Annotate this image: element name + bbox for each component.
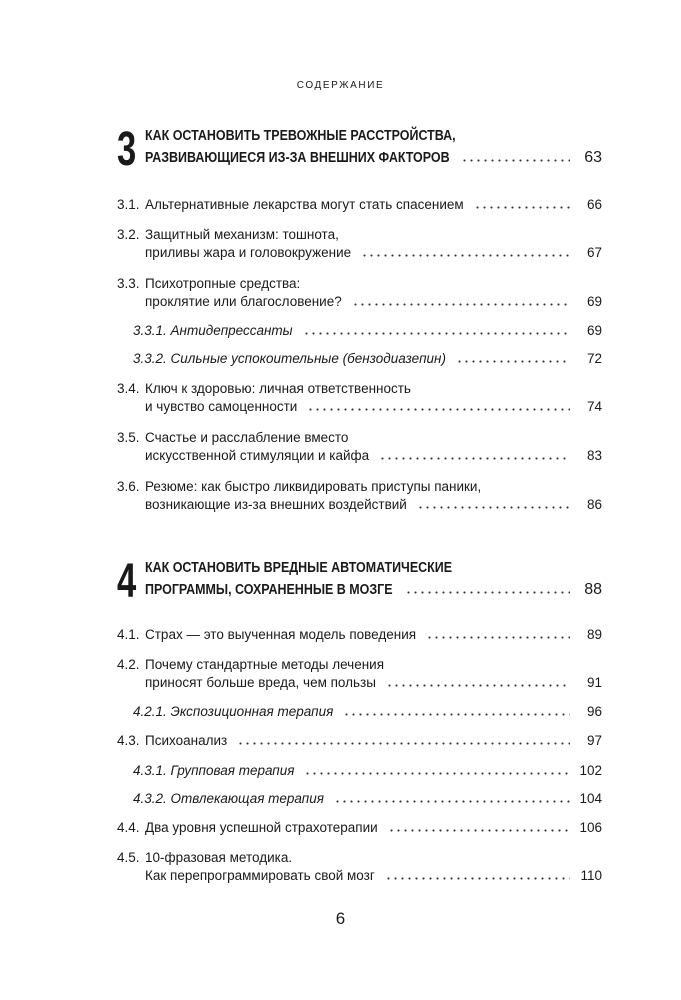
- chapter-title-line2: ПРОГРАММЫ, СОХРАНЕННЫЕ В МОЗГЕ: [145, 582, 393, 598]
- entry-page: 69: [586, 294, 602, 309]
- entry-number: 4.2.: [117, 657, 140, 672]
- entry-number: 3.1.: [117, 197, 140, 212]
- page-number: 6: [335, 909, 346, 928]
- toc-entry-3-6[interactable]: [117, 478, 602, 514]
- dot-leader: [474, 206, 570, 209]
- entry-title: Резюме: как быстро ликвидировать приступы паники,: [145, 479, 482, 494]
- chapter-4-heading[interactable]: [117, 557, 602, 617]
- toc-entry-3-5[interactable]: [117, 429, 602, 465]
- entry-number: 4.1.: [117, 627, 140, 642]
- toc-entry-4-5[interactable]: [117, 849, 602, 885]
- dot-leader: [386, 684, 570, 687]
- entry-number: 3.5.: [117, 430, 140, 445]
- toc-entry-4-3-1[interactable]: [117, 762, 602, 780]
- entry-title: Антидепрессанты: [170, 323, 293, 338]
- entry-page: 69: [586, 323, 602, 338]
- dot-leader: [456, 360, 570, 363]
- entry-title: Два уровня успешной страхотерапии: [145, 820, 378, 835]
- chapter-page: 88: [584, 581, 602, 598]
- entry-page: 89: [586, 627, 602, 642]
- entry-title: 10-фразовая методика.: [145, 850, 293, 865]
- toc-entry-3-3[interactable]: [117, 275, 602, 311]
- entry-title-cont: и чувство самоценности: [145, 399, 298, 414]
- dot-leader: [405, 591, 570, 594]
- dot-leader: [361, 254, 570, 257]
- toc-entry-4-1[interactable]: [117, 626, 602, 644]
- toc-entry-4-3[interactable]: [117, 732, 602, 750]
- chapter-title-line2: РАЗВИВАЮЩИЕСЯ ИЗ-ЗА ВНЕШНИХ ФАКТОРОВ: [145, 150, 450, 166]
- entry-title: Психотропные средства:: [145, 276, 301, 291]
- entry-title-cont: искусственной стимуляции и кайфа: [145, 448, 370, 463]
- toc-entry-4-2[interactable]: [117, 656, 602, 692]
- entry-title: Страх — это выученная модель поведения: [145, 627, 417, 642]
- dot-leader: [379, 457, 570, 460]
- dot-leader: [352, 303, 570, 306]
- toc-entry-3-1[interactable]: [117, 196, 602, 214]
- entry-number: 4.3.1.: [133, 763, 167, 778]
- entry-page: 86: [586, 497, 602, 512]
- entry-page: 66: [586, 197, 602, 212]
- entry-page: 110: [580, 868, 602, 883]
- entry-number: 4.4.: [117, 820, 140, 835]
- entry-title: Сильные успокоительные (бензодиазепин): [170, 351, 446, 366]
- entry-number: 4.5.: [117, 850, 140, 865]
- entry-title: Счастье и расслабление вместо: [145, 430, 349, 445]
- entry-page: 106: [579, 820, 602, 835]
- dot-leader: [388, 829, 570, 832]
- toc-entry-3-4[interactable]: [117, 380, 602, 416]
- dot-leader: [417, 506, 570, 509]
- entry-number: 3.3.2.: [133, 351, 167, 366]
- toc-entry-3-3-2[interactable]: [117, 350, 602, 368]
- chapter-number: 4: [117, 555, 137, 608]
- dot-leader: [426, 636, 570, 639]
- entry-page: 72: [586, 351, 602, 366]
- entry-title: Ключ к здоровью: личная ответственность: [145, 381, 411, 396]
- chapter-page: 63: [584, 149, 602, 166]
- dot-leader: [385, 877, 570, 880]
- entry-title-cont: проклятие или благословение?: [145, 294, 342, 309]
- entry-title-cont: приливы жара и головокружение: [145, 245, 352, 260]
- toc-entry-3-2[interactable]: [117, 226, 602, 262]
- entry-page: 91: [586, 675, 602, 690]
- entry-number: 3.3.1.: [133, 323, 167, 338]
- entry-page: 102: [579, 763, 602, 778]
- entry-title: Групповая терапия: [170, 763, 295, 778]
- entry-title-cont: приносят больше вреда, чем пользы: [145, 675, 376, 690]
- dot-leader: [461, 159, 570, 162]
- running-head: СОДЕРЖАНИЕ: [296, 80, 385, 91]
- dot-leader: [343, 713, 570, 716]
- toc-entry-4-2-1[interactable]: [117, 703, 602, 721]
- dot-leader: [334, 800, 570, 803]
- entry-page: 97: [586, 733, 602, 748]
- toc-entry-4-3-2[interactable]: [117, 790, 602, 808]
- chapter-3-heading[interactable]: [117, 125, 602, 185]
- toc-entry-4-4[interactable]: [117, 819, 602, 837]
- entry-title: Экспозиционная терапия: [170, 704, 334, 719]
- entry-title-cont: возникающие из-за внешних воздействий: [145, 497, 407, 512]
- entry-number: 3.3.: [117, 276, 140, 291]
- dot-leader: [303, 332, 570, 335]
- chapter-title-line1: КАК ОСТАНОВИТЬ ТРЕВОЖНЫЕ РАССТРОЙСТВА,: [145, 128, 456, 144]
- entry-page: 96: [586, 704, 602, 719]
- chapter-title-line1: КАК ОСТАНОВИТЬ ВРЕДНЫЕ АВТОМАТИЧЕСКИЕ: [145, 560, 453, 576]
- toc-entry-3-3-1[interactable]: [117, 322, 602, 340]
- entry-title: Психоанализ: [145, 733, 228, 748]
- entry-number: 4.3.: [117, 733, 140, 748]
- entry-title: Почему стандартные методы лечения: [145, 657, 385, 672]
- entry-title: Защитный механизм: тошнота,: [145, 227, 339, 242]
- entry-number: 3.4.: [117, 381, 140, 396]
- dot-leader: [307, 408, 570, 411]
- entry-page: 83: [586, 448, 602, 463]
- entry-page: 104: [579, 791, 602, 806]
- entry-title: Отвлекающая терапия: [170, 791, 324, 806]
- entry-page: 67: [586, 245, 602, 260]
- entry-title: Альтернативные лекарства могут стать спасением: [145, 197, 464, 212]
- dot-leader: [237, 742, 570, 745]
- entry-page: 74: [586, 399, 602, 414]
- entry-number: 4.3.2.: [133, 791, 167, 806]
- dot-leader: [304, 772, 570, 775]
- entry-number: 3.2.: [117, 227, 140, 242]
- entry-number: 3.6.: [117, 479, 140, 494]
- entry-number: 4.2.1.: [133, 704, 167, 719]
- chapter-number: 3: [117, 123, 137, 176]
- entry-title-cont: Как перепрограммировать свой мозг: [145, 868, 375, 883]
